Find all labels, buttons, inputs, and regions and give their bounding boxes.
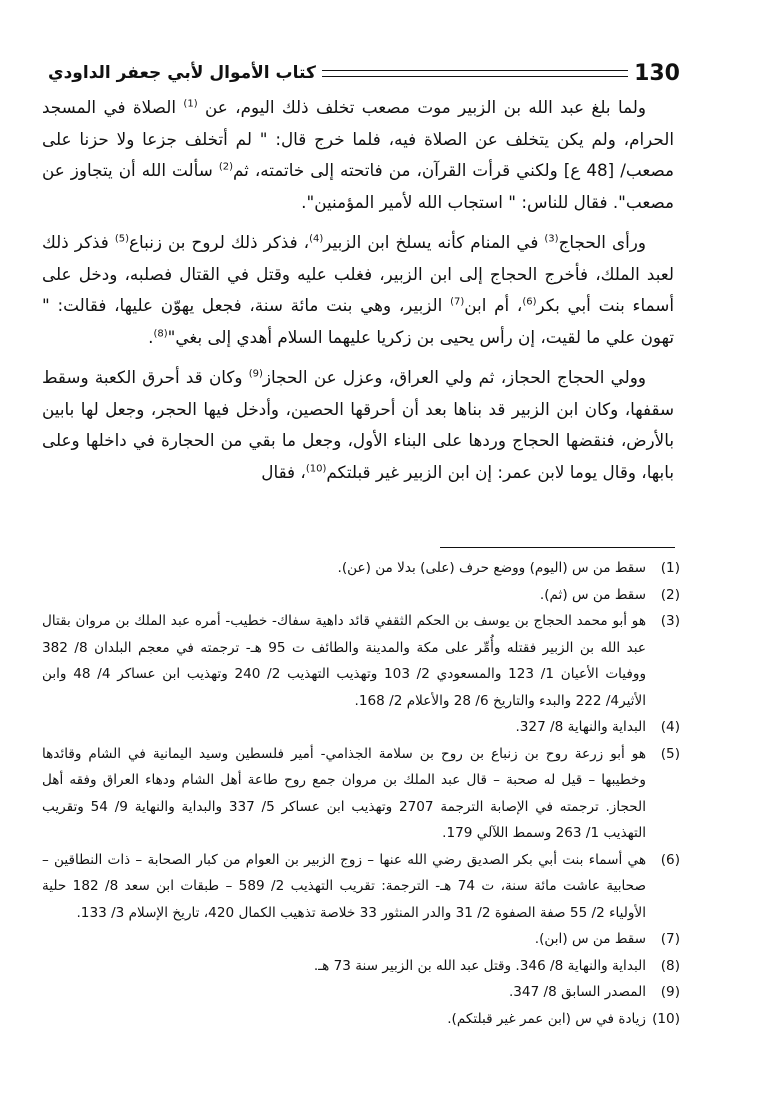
footnote-item xyxy=(42,714,680,741)
footnote-text: سقط من س (ثم). xyxy=(539,586,646,603)
footnote-item xyxy=(42,1006,680,1033)
footnote-number: (1) xyxy=(660,560,680,576)
footnote-item xyxy=(42,926,680,953)
footnote-number: (2) xyxy=(660,586,680,603)
body-text-run: ، أم ابن xyxy=(464,295,523,315)
page-header xyxy=(48,58,680,88)
footnote-number: (3) xyxy=(660,613,680,629)
footnote-number: (9) xyxy=(660,984,680,1000)
footnote-item xyxy=(42,582,680,609)
footnote-reference: (3) xyxy=(544,233,559,245)
body-text-run: ، فذكر ذلك لروح بن زنباع xyxy=(129,232,310,252)
body-text-run: ورأى الحجاج xyxy=(558,232,646,252)
header-double-rule xyxy=(322,70,628,77)
footnote-separator xyxy=(440,547,675,548)
body-text-run: فذكر ذلك لعبد الملك، فأخرج الحجاج إلى ابن الزبير، فغلب عليه وقتل في القتال فصلبه، ودخل على أسماء بنت أبي بكر xyxy=(42,232,674,315)
footnote-reference: (10) xyxy=(305,462,327,474)
body-text-run: في المنام كأنه يسلخ ابن الزبير xyxy=(323,232,545,252)
body-text-run: وكان قد أحرق الكعبة وسقط سقفها، وكان ابن الزبير قد بناها بعد أن أحرقها الحصين، وأدخل فيها الحجر، وجعل لها بابين بالأرض، فنقضها الحجاج وردها على البناء الأول، وجعل ما بقي من الحجارة في داخلها وعلى بابها، وقال يوما لابن عمر: إن ابن الزبير غير قبلتكم xyxy=(42,367,674,482)
footnote-text: سقط من س (اليوم) ووضع حرف (على) بدلا من (عن). xyxy=(337,560,646,576)
footnote-number: (5) xyxy=(660,745,680,762)
footnote-text: البداية والنهاية 8/ 327. xyxy=(515,719,646,735)
body-text-run: وولي الحجاج الحجاز، ثم ولي العراق، وعزل عن الحجاز xyxy=(262,367,646,387)
footnote-text: هي أسماء بنت أبي بكر الصديق رضي الله عنها – زوج الزبير بن العوام من كبار الصحابة – ذات النطاقين – صحابية عاشت مائة سنة، ت 74 هـ- الترجمة: تقريب التهذيب 2/ 589 – طبقات ابن سعد 8/ 182 حلية الأولياء 2/ 55 صفة الصفوة 2/ 31 والدر المنثور 33 خلاصة تذهيب الكمال 420، تاريخ الإسلام 3/ 133. xyxy=(42,851,646,921)
footnote-text: البداية والنهاية 8/ 346. وقتل عبد الله بن الزبير سنة 73 هـ. xyxy=(313,957,646,974)
footnote-reference: (9) xyxy=(248,368,263,380)
footnote-number: (7) xyxy=(660,931,680,947)
footnote-reference: (6) xyxy=(522,296,537,308)
footnote-item xyxy=(42,741,680,847)
body-paragraph xyxy=(42,227,674,353)
page-number: 130 xyxy=(634,60,680,86)
footnote-number: (6) xyxy=(660,851,680,868)
body-text-run: سألت الله أن يتجاوز عن مصعب". فقال للناس: " استجاب الله لأمير المؤمنين". xyxy=(42,160,674,212)
book-title: كتاب الأموال لأبي جعفر الداودي xyxy=(48,63,316,83)
footnote-number: (4) xyxy=(660,719,680,735)
footnote-item xyxy=(42,847,680,927)
body-text-run: ، فقال xyxy=(261,461,306,482)
footnote-reference: (4) xyxy=(309,233,324,245)
body-text-run: الصلاة في المسجد الحرام، ولم يكن يتخلف عن الصلاة فيه، فلما خرج قال: " لم أتخلف جزعا ولا حزنا على مصعب/ [48 ع] ولكني قرأت القرآن، من فاتحته إلى خاتمته، ثم xyxy=(42,97,675,180)
footnote-text: سقط من س (ابن). xyxy=(534,931,646,947)
footnotes xyxy=(42,555,680,1032)
footnote-item xyxy=(42,979,680,1006)
footnote-number: (8) xyxy=(660,957,680,974)
footnote-reference: (8) xyxy=(153,327,168,339)
footnote-text: المصدر السابق 8/ 347. xyxy=(508,984,646,1000)
footnote-text: هو أبو زرعة روح بن زنباع بن روح بن سلامة الجذامي- أمير فلسطين وسيد اليمانية في الشام وقائدها وخطيبها – قيل له صحبة – قال عبد الملك بن مروان جمع روح طاعة أهل الشام ودهاء العراق وفقه أهل الحجاز. ترجمته في الإصابة الترجمة 2707 وتهذيب ابن عساكر 5/ 337 والبداية والنهاية 9/ 54 وتقريب التهذيب 1/ 263 وسمط اللآلي 179. xyxy=(42,745,646,841)
body-paragraph xyxy=(42,92,674,218)
footnote-item xyxy=(42,608,680,714)
footnote-item xyxy=(42,555,680,582)
body-text-run: . xyxy=(148,326,154,347)
footnote-reference: (2) xyxy=(218,161,234,173)
main-text xyxy=(42,92,674,497)
footnote-item xyxy=(42,953,680,980)
footnote-reference: (5) xyxy=(114,233,130,245)
body-text-run: ولما بلغ عبد الله بن الزبير موت مصعب تخلف ذلك اليوم، عن xyxy=(197,97,646,117)
footnote-number: (10) xyxy=(652,1010,680,1027)
footnote-reference: (7) xyxy=(450,296,465,308)
footnote-text: هو أبو محمد الحجاج بن يوسف بن الحكم الثقفي قائد داهية سفاك- خطيب- أمره عبد الملك بن مروان بقتال عبد الله بن الزبير فقتله وأُمِّر على مكة والمدينة والطائف ت 95 هـ- ترجمته في معجم البلدان 8/ 382 ووفيات الأعيان 1/ 123 والمسعودي 2/ 103 وتهذيب التهذيب 2/ 240 وتهذيب ابن عساكر 4/ 48 وابن الأثير4/ 222 والبدء والتاريخ 6/ 28 والأعلام 2/ 168. xyxy=(42,613,647,709)
body-paragraph xyxy=(42,362,674,488)
footnote-reference: (1) xyxy=(183,98,198,110)
footnote-text: زيادة في س (ابن عمر غير قبلتكم). xyxy=(447,1010,646,1027)
body-text-run: الزبير، وهي بنت مائة سنة، فجعل يهوّن عليها، فقالت: " تهون علي ما لقيت، إن رأس يحيى بن زكريا عليهما السلام أهدي إلى بغي" xyxy=(42,295,674,347)
